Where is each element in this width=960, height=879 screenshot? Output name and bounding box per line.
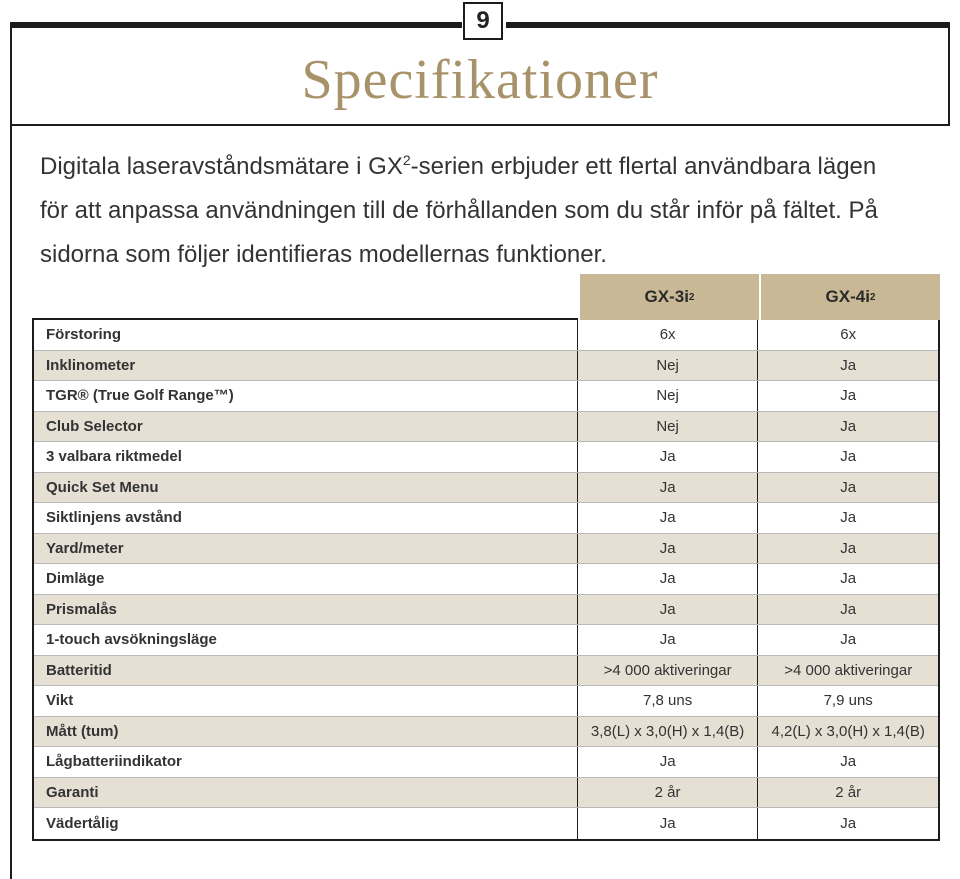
table-row <box>34 656 938 687</box>
cell-gx3i: Nej <box>577 351 758 381</box>
row-label: Vikt <box>46 692 74 710</box>
column-header-gx4i: GX-4i 2 <box>759 274 940 320</box>
cell-gx3i: Ja <box>577 595 758 625</box>
row-label: Quick Set Menu <box>46 478 159 496</box>
cell-gx3i: Ja <box>577 534 758 564</box>
row-label: Förstoring <box>46 326 121 344</box>
page-number: 9 <box>463 2 503 40</box>
row-label: TGR® (True Golf Range™) <box>46 387 234 405</box>
table-row <box>34 473 938 504</box>
row-label: Lågbatteriindikator <box>46 753 182 771</box>
row-label: 1-touch avsökningsläge <box>46 631 217 649</box>
cell-gx4i: >4 000 aktiveringar <box>757 656 938 686</box>
cell-gx4i: 6x <box>757 320 938 350</box>
cell-gx3i: Nej <box>577 381 758 411</box>
cell-gx4i: Ja <box>757 351 938 381</box>
title-divider <box>10 124 950 126</box>
cell-gx4i: Ja <box>757 808 938 839</box>
cell-gx3i: >4 000 aktiveringar <box>577 656 758 686</box>
cell-gx3i: Ja <box>577 747 758 777</box>
row-label: Dimläge <box>46 570 105 588</box>
table-row <box>34 747 938 778</box>
row-label: Garanti <box>46 783 99 801</box>
cell-gx3i: Ja <box>577 442 758 472</box>
intro-line-3: sidorna som följer identifieras modellernas funktioner. <box>40 241 607 268</box>
cell-gx3i: 6x <box>577 320 758 350</box>
row-label: Club Selector <box>46 417 143 435</box>
table-row <box>34 625 938 656</box>
row-label: Siktlinjens avstånd <box>46 509 182 527</box>
cell-gx4i: 4,2(L) x 3,0(H) x 1,4(B) <box>757 717 938 747</box>
cell-gx4i: Ja <box>757 473 938 503</box>
frame-left-rule <box>10 24 12 879</box>
table-row <box>34 442 938 473</box>
cell-gx3i: Ja <box>577 808 758 839</box>
cell-gx4i: Ja <box>757 747 938 777</box>
table-row <box>34 381 938 412</box>
cell-gx4i: Ja <box>757 503 938 533</box>
table-row <box>34 320 938 351</box>
cell-gx3i: 3,8(L) x 3,0(H) x 1,4(B) <box>577 717 758 747</box>
row-label: Vädertålig <box>46 814 119 832</box>
spec-table <box>32 274 940 841</box>
cell-gx3i: Nej <box>577 412 758 442</box>
cell-gx3i: Ja <box>577 625 758 655</box>
table-row <box>34 412 938 443</box>
top-rule <box>10 22 462 28</box>
row-label: Mått (tum) <box>46 722 119 740</box>
row-label: Inklinometer <box>46 356 136 374</box>
cell-gx4i: Ja <box>757 564 938 594</box>
cell-gx4i: Ja <box>757 381 938 411</box>
table-row <box>34 595 938 626</box>
table-row <box>34 717 938 748</box>
row-label: Batteritid <box>46 661 112 679</box>
table-row <box>34 564 938 595</box>
cell-gx4i: Ja <box>757 625 938 655</box>
cell-gx4i: 7,9 uns <box>757 686 938 716</box>
cell-gx4i: 2 år <box>757 778 938 808</box>
table-header <box>32 274 940 320</box>
cell-gx3i: Ja <box>577 564 758 594</box>
intro-line-1: Digitala laseravståndsmätare i $GX^2$-serien erbjuder ett flertal användbara lägen <box>40 152 877 180</box>
page-title: Specifikationer <box>301 49 659 111</box>
row-label: Prismalås <box>46 600 117 618</box>
table-row <box>34 808 938 839</box>
intro-line-2: för att anpassa användningen till de förhållanden som du står inför på fältet. På <box>40 197 878 224</box>
cell-gx3i: 2 år <box>577 778 758 808</box>
table-row <box>34 503 938 534</box>
cell-gx4i: Ja <box>757 534 938 564</box>
table-row <box>34 778 938 809</box>
intro-paragraph <box>40 138 940 277</box>
table-body <box>32 320 940 841</box>
cell-gx4i: Ja <box>757 412 938 442</box>
cell-gx3i: Ja <box>577 503 758 533</box>
row-label: Yard/meter <box>46 539 124 557</box>
cell-gx4i: Ja <box>757 442 938 472</box>
table-row <box>34 686 938 717</box>
table-row <box>34 351 938 382</box>
row-label: 3 valbara riktmedel <box>46 448 182 466</box>
top-rule <box>506 22 950 28</box>
table-row <box>34 534 938 565</box>
cell-gx3i: 7,8 uns <box>577 686 758 716</box>
cell-gx3i: Ja <box>577 473 758 503</box>
column-header-gx3i: GX-3i 2 <box>578 274 759 320</box>
cell-gx4i: Ja <box>757 595 938 625</box>
